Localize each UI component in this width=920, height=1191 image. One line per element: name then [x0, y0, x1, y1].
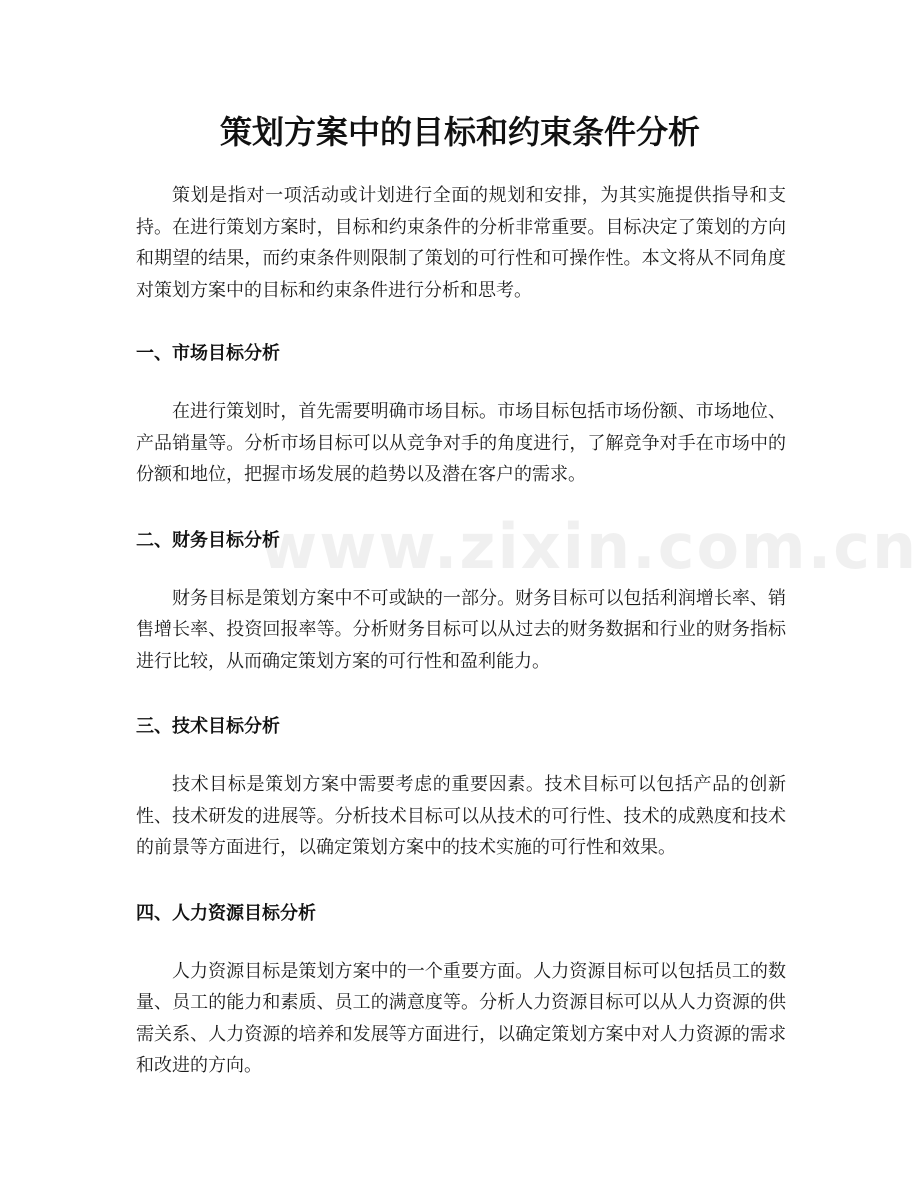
watermark: www.zixin.com.cn: [260, 510, 919, 583]
document-title: 策划方案中的目标和约束条件分析: [219, 113, 700, 151]
document-body: [136, 180, 919, 1082]
section-body-market: 在进行策划时，首先需要明确市场目标。市场目标包括市场份额、市场地位、产品销量等。分析市场目标可以从竞争对手的角度进行，了解竞争对手在市场中的份额和地位，把握市场发展的趋势以及潜在客户的需求。: [136, 401, 786, 485]
section-heading-technology: 三、技术目标分析: [136, 716, 280, 737]
section-heading-finance: 二、财务目标分析: [136, 529, 280, 551]
section-body-finance: 财务目标是策划方案中不可或缺的一部分。财务目标可以包括利润增长率、销售增长率、投资回报率等。分析财务目标可以从过去的财务数据和行业的财务指标进行比较，从而确定策划方案的可行性和盈利能力。: [136, 587, 786, 672]
section-body-hr: 人力资源目标是策划方案中的一个重要方面。人力资源目标可以包括员工的数量、员工的能力和素质、员工的满意度等。分析人力资源目标可以从人力资源的供需关系、人力资源的培养和发展等方面进行，以确定策划方案中对人力资源的需求和改进的方向。: [136, 960, 786, 1076]
section-heading-market: 一、市场目标分析: [136, 343, 280, 364]
section-body-technology: 技术目标是策划方案中需要考虑的重要因素。技术目标可以包括产品的创新性、技术研发的进展等。分析技术目标可以从技术的可行性、技术的成熟度和技术的前景等方面进行，以确定策划方案中的技术实施的可行性和效果。: [136, 774, 786, 858]
intro-paragraph: 策划是指对一项活动或计划进行全面的规划和安排，为其实施提供指导和支持。在进行策划方案时，目标和约束条件的分析非常重要。目标决定了策划的方向和期望的结果，而约束条件则限制了策划的可行性和可操作性。本文将从不同角度对策划方案中的目标和约束条件进行分析和思考。: [136, 185, 786, 301]
section-heading-hr: 四、人力资源目标分析: [136, 902, 316, 924]
